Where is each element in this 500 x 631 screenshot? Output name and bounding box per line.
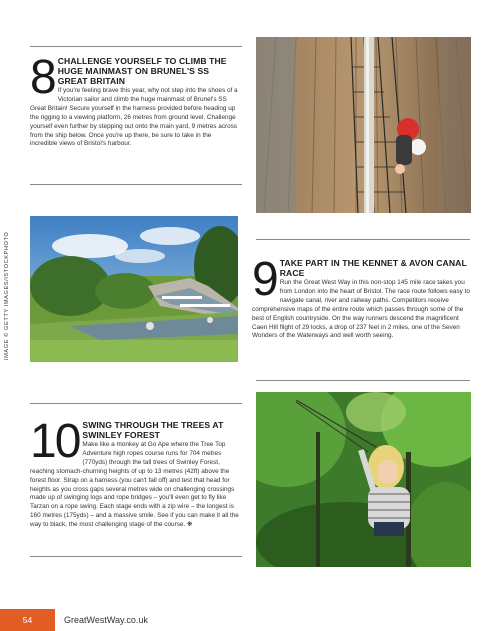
section-text: If you're feeling brave this year, why not step into the shoes of a Victorian sailor and climb the huge mainmast of Brunel's SS Great Britain! Secure yourself in the harness provided before heading up the rigging to a viewing platform, 26 metres from ground level. Challenge yourself even further by stepping out onto the main yard, 9 metres across from the ship below. Once you're up there, be sure to take in the incredible views of Bristol's harbour. [30,87,238,148]
section-heading: TAKE PART IN THE KENNET & AVON CANAL RACE [279,258,467,278]
section-10 [30,415,242,530]
page-number: 54 [0,609,55,631]
mast-climb-photo [256,37,471,213]
section-number: 8 [30,51,55,104]
section-8 [30,51,240,149]
section-heading: CHALLENGE YOURSELF TO CLIMB THE HUGE MAINMAST ON BRUNEL'S SS GREAT BRITAIN [57,56,227,86]
section-text: Make like a monkey at Go Ape where the Tree Top Adventure high ropes course runs for 704 metres (770yds) through the tall trees of Swinley Forest, reaching stomach-churning heights of up to 13 metres (42ft) above the forest floor. Strap on a harness (you can't fall off) and test that head for heights as you cross gaps several metres wide on challenging crossings made up of swinging logs and rope bridges – you'll even get to fly like Tarzan on a rope swing. Each stage ends with a zip wire – the longest is 160 metres (175yds) – and a massive smile. See if you can make it all the way to black, the most challenging stage of the course. ❋ [30,441,239,529]
mast-climb-illustration [256,37,471,213]
zip-wire-photo [256,392,471,567]
section-number: 10 [30,415,80,468]
rule-before-section-10 [30,403,242,404]
canal-locks-illustration [30,216,238,362]
section-number: 9 [252,253,277,306]
section-9 [252,253,470,341]
image-credit-text: IMAGE © GETTY IMAGES/ISTOCKPHOTO [4,231,10,360]
canal-locks-photo [30,216,238,362]
zip-wire-illustration [256,392,471,567]
top-rule-left [30,46,242,47]
rule-before-section-9 [256,239,470,240]
rule-after-section-9 [256,380,470,381]
section-heading: SWING THROUGH THE TREES AT SWINLEY FOREST [82,420,224,440]
website-link[interactable]: GreatWestWay.co.uk [64,615,148,625]
rule-after-section-8 [30,184,242,185]
rule-after-section-10 [30,556,242,557]
section-text: Run the Great West Way in this non-stop 145 mile race takes you from London into the heart of Bristol. The race route follows easy to navigate canal, river and railway paths. Competitors receive comprehensive maps of the entire route which passes through some of the best of English countryside. On the way runners descend the magnificent Caen Hill flight of 29 locks, a drop of 237 feet in 2 miles, one of the Seven Wonders of the Waterways and well worth seeing. [252,279,470,340]
image-credit [4,231,14,360]
